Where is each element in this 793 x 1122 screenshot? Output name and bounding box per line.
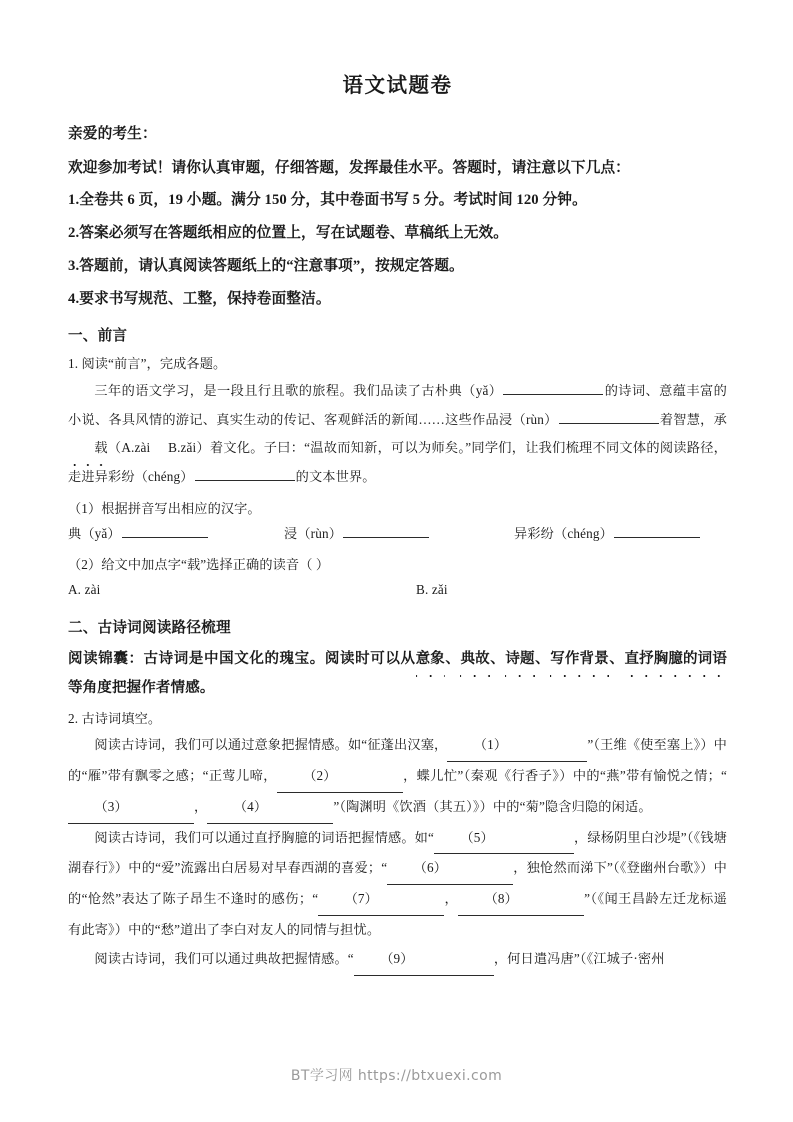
pinyin-cell-ya [68,521,284,547]
answer-blank-4[interactable] [207,793,333,824]
answer-blank-8[interactable] [458,885,584,916]
paragraph-direct-emotion [68,824,727,945]
emotion-text-b: ，绿杨阴里白沙堤”（《钱塘湖春行》）中的“爱”流露出白居易对早春西湖的喜爱；“ [68,829,727,876]
emotion-text-e: ”（《闻王昌龄左迁龙标遥有此寄》）中的“愁”道出了李白对友人的同情与担忧。 [68,891,728,937]
tip-keyword-imagery: 意象 [416,645,445,673]
passage-text-a: 三年的语文学习，是一段且行且歌的旅程。我们品读了古朴典（yǎ） [94,382,503,398]
pinyin-blank-run[interactable] [343,525,429,539]
allusion-text-b: ，何日遣冯唐”（《江城子·密州 [493,950,665,966]
question-1-label: 1. 阅读“前言”，完成各题。 [68,356,227,372]
tip-sep-1: 、 [444,651,461,668]
answer-number-7: （7） [344,891,379,907]
imagery-text-a: 阅读古诗词，我们可以通过意象把握情感。如“征蓬出汉塞， [94,737,448,753]
notice-welcome: 欢迎参加考试！请你认真审题，仔细答题，发挥最佳水平。答题时，请注意以下几点： [68,159,630,176]
pinyin-cell-cheng [514,521,701,547]
tip-keyword-allusion: 典故 [460,645,489,673]
answer-number-4: （4） [233,798,268,814]
passage-text-d: （A.zài [107,440,151,456]
notice-salutation: 亲爱的考生： [68,125,157,142]
answer-number-8: （8） [484,891,518,907]
passage-blank-cheng[interactable] [195,468,295,482]
emotion-text-d: ， [444,891,459,907]
choice-options-row [68,577,727,603]
question-1-sub-2-label: （2）给文中加点字“载”选择正确的读音（ ） [68,556,330,572]
notice-item-4: 4.要求书写规范、工整，保持卷面整洁。 [68,290,331,307]
pinyin-cell-run [284,521,514,547]
pinyin-label-run: 浸（rùn） [284,526,343,542]
section-heading-one: 一、前言 [68,327,128,344]
passage-text-f: 的文本世界。 [295,469,376,485]
tip-keyword-background: 写作背景 [550,645,609,673]
choice-option-b[interactable]: B. zǎi [416,582,448,598]
answer-blank-1[interactable] [447,731,587,762]
emotion-text-a: 阅读古诗词，我们可以通过直抒胸臆的词语把握情感。如“ [94,829,435,845]
question-2-label: 2. 古诗词填空。 [68,710,162,726]
allusion-text-a: 阅读古诗词，我们可以通过典故把握情感。“ [94,950,354,966]
passage-blank-ya[interactable] [503,381,603,395]
tip-sep-2: 、 [489,651,506,668]
answer-number-6: （6） [413,860,448,876]
tip-sep-3: 、 [534,651,551,668]
notice-item-2: 2.答案必须写在答题纸相应的位置上，写在试题卷、草稿纸上无效。 [68,225,509,242]
answer-number-2: （2） [303,768,337,784]
pinyin-label-ya: 典（yǎ） [68,526,121,542]
passage-gap [150,440,168,455]
answer-blank-7[interactable] [318,885,444,916]
tip-keyword-direct-expression: 直抒胸臆的词语 [624,645,727,673]
pinyin-blank-cheng[interactable] [614,525,700,539]
passage-text-c1: 着智慧，承 [659,411,727,427]
pinyin-blank-ya[interactable] [122,525,208,539]
answer-number-5: （5） [460,829,494,845]
passage-text-b: 的诗词、意蕴丰富的小说、各具风情的游记、真实生动的传记、客观鲜活的新闻……这些作品浸（rùn） [68,382,727,427]
tip-tail: 等角度把握作者情感。 [68,679,215,696]
question-1-sub-1-label: （1）根据拼音写出相应的汉字。 [68,500,261,516]
site-watermark: BT学习网 https://btxuexi.com [290,1068,503,1084]
answer-blank-3[interactable] [68,793,194,824]
passage-dotted-zai: 载 [68,434,108,463]
reading-tip [68,645,727,702]
answer-blank-6[interactable] [387,854,513,885]
emotion-text-c: ，独怆然而涕下”（《登幽州台歌》）中的“怆然”表达了陈子昂生不逢时的感伤；“ [68,860,727,907]
tip-lead: 阅读锦囊：古诗词是中国文化的瑰宝。阅读时可以从 [68,651,416,668]
imagery-text-e: ”（陶渊明《饮酒（其五）》）中的“菊”隐含归隐的闲适。 [333,798,652,814]
paragraph-allusion [68,945,727,976]
passage-text-e: B.zǎi）着文化。子曰：“温故而知新，可以为师矣。”同学们，让我们梳理不同文体的阅读路径，走进异彩纷（chéng） [68,440,728,485]
passage-preface [68,377,727,492]
answer-blank-9[interactable] [354,945,494,976]
notice-item-3: 3.答题前，请认真阅读答题纸上的“注意事项”，按规定答题。 [68,257,464,274]
answer-number-3: （3） [94,798,128,814]
passage-blank-run[interactable] [559,410,659,424]
pinyin-label-cheng: 异彩纷（chéng） [514,526,613,542]
imagery-text-b: ”（王维《使至塞上》）中的“雁”带有飘零之感；“正莺儿啼， [68,737,727,784]
answer-blank-2[interactable] [277,762,403,793]
notice-item-1: 1.全卷共 6 页，19 小题。满分 150 分，其中卷面书写 5 分。考试时间 120 分钟。 [68,192,587,209]
tip-sep-4: 、 [608,651,625,668]
pinyin-answer-row [68,521,727,547]
answer-blank-5[interactable] [434,824,574,855]
answer-number-1: （1） [473,737,508,753]
section-heading-two: 二、古诗词阅读路径梳理 [68,619,231,636]
imagery-text-d: ， [194,798,208,814]
answer-number-9: （9） [380,950,414,966]
paragraph-imagery [68,731,727,823]
imagery-text-c: ，蝶儿忙”（秦观《行香子》）中的“燕”带有愉悦之情；“ [402,768,728,784]
choice-option-a[interactable]: A. zài [68,582,101,598]
page-title: 语文试题卷 [342,75,453,97]
tip-keyword-title: 诗题 [505,645,534,673]
